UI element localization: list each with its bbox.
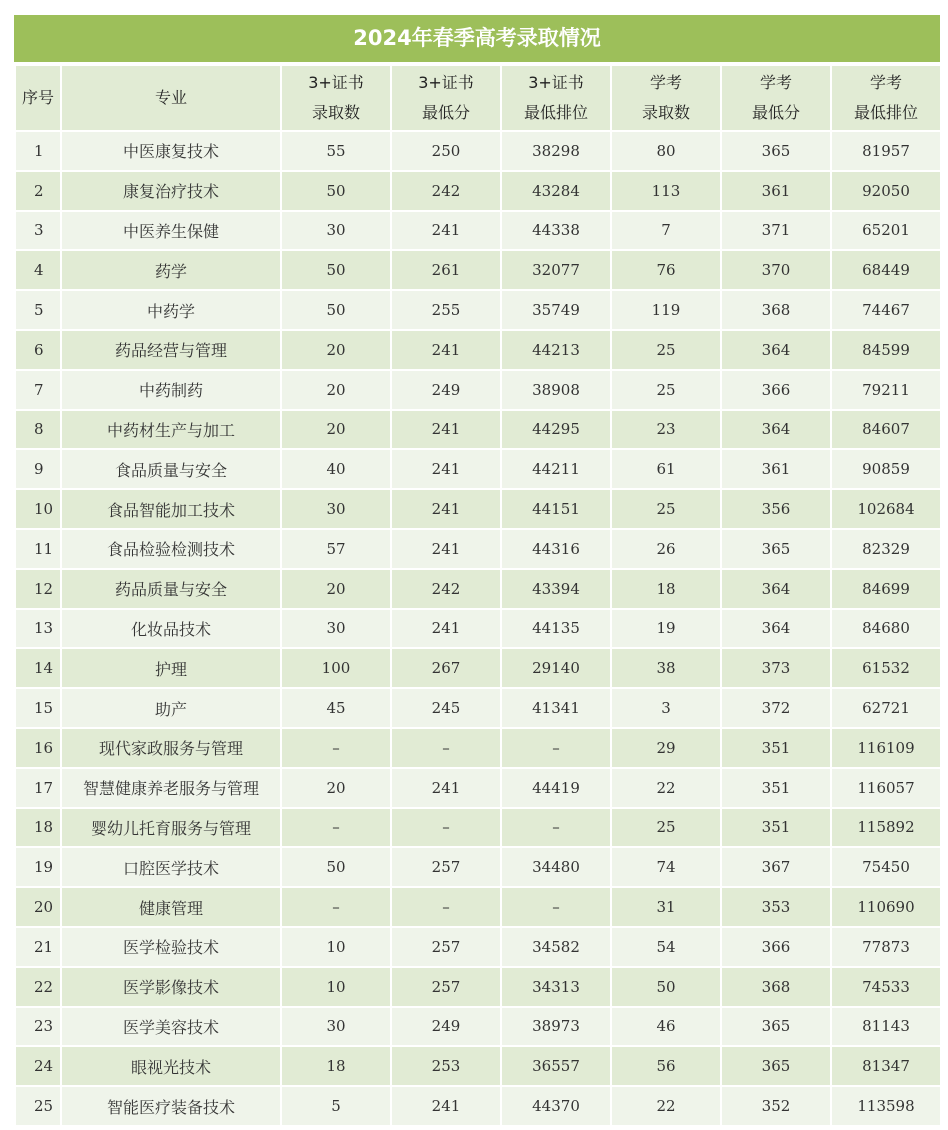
cert-min-rank-cell: 29140 — [501, 648, 611, 688]
xk-min-score-cell: 368 — [721, 290, 831, 330]
table-row — [15, 887, 941, 927]
cert-min-rank-cell: 34480 — [501, 847, 611, 887]
xk-admitted-cell: 31 — [611, 887, 721, 927]
index-cell: 1 — [15, 131, 61, 171]
xk-min-rank-cell: 115892 — [831, 808, 941, 848]
major-cell: 康复治疗技术 — [61, 171, 281, 211]
table-title: 2024年春季高考录取情况 — [14, 15, 940, 64]
cert-admitted-cell: 50 — [281, 250, 391, 290]
cert-admitted-cell: 20 — [281, 569, 391, 609]
cert-admitted-cell: 50 — [281, 171, 391, 211]
header-major: 专业 — [61, 65, 281, 131]
cert-min-score-cell: 241 — [391, 1086, 501, 1126]
table-row — [15, 927, 941, 967]
cert-admitted-cell: 20 — [281, 330, 391, 370]
xk-min-rank-cell: 62721 — [831, 688, 941, 728]
table-row — [15, 1086, 941, 1126]
cert-min-rank-cell: – — [501, 808, 611, 848]
major-cell: 药品经营与管理 — [61, 330, 281, 370]
xk-min-rank-cell: 68449 — [831, 250, 941, 290]
cert-min-rank-cell: – — [501, 887, 611, 927]
xk-min-rank-cell: 81347 — [831, 1046, 941, 1086]
major-cell: 中医康复技术 — [61, 131, 281, 171]
major-cell: 健康管理 — [61, 887, 281, 927]
major-cell: 中药材生产与加工 — [61, 410, 281, 450]
xk-admitted-cell: 26 — [611, 529, 721, 569]
table-body — [15, 131, 941, 1126]
cert-min-score-cell: 241 — [391, 529, 501, 569]
xk-min-score-cell: 366 — [721, 927, 831, 967]
table-row — [15, 211, 941, 251]
index-cell: 16 — [15, 728, 61, 768]
major-cell: 药学 — [61, 250, 281, 290]
table-row — [15, 648, 941, 688]
major-cell: 医学美容技术 — [61, 1007, 281, 1047]
cert-admitted-cell: – — [281, 887, 391, 927]
cert-min-rank-cell: 43394 — [501, 569, 611, 609]
cert-admitted-cell: 30 — [281, 1007, 391, 1047]
index-cell: 19 — [15, 847, 61, 887]
header-xk-admitted: 学考 录取数 — [611, 65, 721, 131]
xk-min-rank-cell: 84607 — [831, 410, 941, 450]
cert-min-score-cell: 245 — [391, 688, 501, 728]
cert-min-rank-cell: 44213 — [501, 330, 611, 370]
xk-admitted-cell: 38 — [611, 648, 721, 688]
xk-min-rank-cell: 81143 — [831, 1007, 941, 1047]
cert-min-score-cell: 257 — [391, 967, 501, 1007]
xk-min-score-cell: 373 — [721, 648, 831, 688]
admission-table — [14, 64, 942, 1127]
index-cell: 25 — [15, 1086, 61, 1126]
cert-min-rank-cell: 41341 — [501, 688, 611, 728]
table-row — [15, 290, 941, 330]
table-row — [15, 330, 941, 370]
table-row — [15, 131, 941, 171]
cert-admitted-cell: 30 — [281, 211, 391, 251]
index-cell: 7 — [15, 370, 61, 410]
xk-admitted-cell: 25 — [611, 808, 721, 848]
cert-admitted-cell: 18 — [281, 1046, 391, 1086]
cert-min-score-cell: 249 — [391, 1007, 501, 1047]
index-cell: 9 — [15, 449, 61, 489]
xk-min-score-cell: 361 — [721, 171, 831, 211]
header-cert-min-score: 3+证书 最低分 — [391, 65, 501, 131]
cert-admitted-cell: 100 — [281, 648, 391, 688]
index-cell: 13 — [15, 609, 61, 649]
index-cell: 12 — [15, 569, 61, 609]
xk-min-rank-cell: 110690 — [831, 887, 941, 927]
cert-admitted-cell: 20 — [281, 410, 391, 450]
cert-min-score-cell: 242 — [391, 569, 501, 609]
major-cell: 医学影像技术 — [61, 967, 281, 1007]
major-cell: 食品智能加工技术 — [61, 489, 281, 529]
cert-min-score-cell: 241 — [391, 489, 501, 529]
xk-admitted-cell: 25 — [611, 330, 721, 370]
index-cell: 8 — [15, 410, 61, 450]
cert-admitted-cell: 40 — [281, 449, 391, 489]
cert-min-score-cell: 253 — [391, 1046, 501, 1086]
cert-min-rank-cell: 44135 — [501, 609, 611, 649]
xk-min-rank-cell: 61532 — [831, 648, 941, 688]
cert-admitted-cell: 30 — [281, 489, 391, 529]
table-row — [15, 728, 941, 768]
xk-min-score-cell: 364 — [721, 569, 831, 609]
xk-admitted-cell: 19 — [611, 609, 721, 649]
xk-admitted-cell: 119 — [611, 290, 721, 330]
cert-admitted-cell: 10 — [281, 967, 391, 1007]
cert-min-score-cell: – — [391, 887, 501, 927]
index-cell: 5 — [15, 290, 61, 330]
index-cell: 17 — [15, 768, 61, 808]
major-cell: 食品质量与安全 — [61, 449, 281, 489]
cert-min-rank-cell: 44338 — [501, 211, 611, 251]
header-index: 序号 — [15, 65, 61, 131]
xk-admitted-cell: 76 — [611, 250, 721, 290]
table-row — [15, 1046, 941, 1086]
table-row — [15, 489, 941, 529]
index-cell: 24 — [15, 1046, 61, 1086]
cert-admitted-cell: – — [281, 808, 391, 848]
cert-admitted-cell: 10 — [281, 927, 391, 967]
table-row — [15, 967, 941, 1007]
cert-min-score-cell: 241 — [391, 768, 501, 808]
cert-min-score-cell: 257 — [391, 927, 501, 967]
cert-min-score-cell: 261 — [391, 250, 501, 290]
xk-min-score-cell: 372 — [721, 688, 831, 728]
cert-min-rank-cell: 38298 — [501, 131, 611, 171]
xk-min-score-cell: 370 — [721, 250, 831, 290]
xk-admitted-cell: 46 — [611, 1007, 721, 1047]
cert-admitted-cell: 20 — [281, 370, 391, 410]
table-row — [15, 410, 941, 450]
index-cell: 15 — [15, 688, 61, 728]
index-cell: 20 — [15, 887, 61, 927]
major-cell: 助产 — [61, 688, 281, 728]
xk-min-score-cell: 351 — [721, 728, 831, 768]
xk-min-score-cell: 366 — [721, 370, 831, 410]
major-cell: 药品质量与安全 — [61, 569, 281, 609]
major-cell: 婴幼儿托育服务与管理 — [61, 808, 281, 848]
xk-admitted-cell: 7 — [611, 211, 721, 251]
xk-min-rank-cell: 74533 — [831, 967, 941, 1007]
major-cell: 医学检验技术 — [61, 927, 281, 967]
major-cell: 中药制药 — [61, 370, 281, 410]
cert-min-score-cell: 255 — [391, 290, 501, 330]
cert-min-score-cell: 241 — [391, 449, 501, 489]
xk-admitted-cell: 29 — [611, 728, 721, 768]
cert-min-score-cell: 250 — [391, 131, 501, 171]
index-cell: 21 — [15, 927, 61, 967]
xk-min-score-cell: 356 — [721, 489, 831, 529]
xk-min-score-cell: 352 — [721, 1086, 831, 1126]
xk-min-score-cell: 365 — [721, 1007, 831, 1047]
major-cell: 化妆品技术 — [61, 609, 281, 649]
xk-admitted-cell: 22 — [611, 768, 721, 808]
cert-min-score-cell: 241 — [391, 211, 501, 251]
cert-min-score-cell: 257 — [391, 847, 501, 887]
xk-min-score-cell: 364 — [721, 330, 831, 370]
table-row — [15, 171, 941, 211]
cert-admitted-cell: 57 — [281, 529, 391, 569]
cert-min-rank-cell: 38908 — [501, 370, 611, 410]
cert-min-rank-cell: 44295 — [501, 410, 611, 450]
cert-min-score-cell: 241 — [391, 609, 501, 649]
cert-min-rank-cell: 32077 — [501, 250, 611, 290]
xk-admitted-cell: 74 — [611, 847, 721, 887]
xk-min-score-cell: 361 — [721, 449, 831, 489]
cert-min-rank-cell: 44211 — [501, 449, 611, 489]
header-cert-min-rank: 3+证书 最低排位 — [501, 65, 611, 131]
xk-admitted-cell: 56 — [611, 1046, 721, 1086]
xk-min-rank-cell: 74467 — [831, 290, 941, 330]
cert-min-rank-cell: 44370 — [501, 1086, 611, 1126]
index-cell: 11 — [15, 529, 61, 569]
xk-min-score-cell: 367 — [721, 847, 831, 887]
xk-admitted-cell: 22 — [611, 1086, 721, 1126]
xk-min-rank-cell: 116109 — [831, 728, 941, 768]
xk-admitted-cell: 18 — [611, 569, 721, 609]
table-row — [15, 569, 941, 609]
xk-min-rank-cell: 90859 — [831, 449, 941, 489]
index-cell: 4 — [15, 250, 61, 290]
cert-min-rank-cell: 34582 — [501, 927, 611, 967]
xk-min-score-cell: 364 — [721, 609, 831, 649]
cert-admitted-cell: 50 — [281, 847, 391, 887]
index-cell: 2 — [15, 171, 61, 211]
table-row — [15, 449, 941, 489]
xk-admitted-cell: 80 — [611, 131, 721, 171]
cert-min-rank-cell: – — [501, 728, 611, 768]
cert-min-rank-cell: 35749 — [501, 290, 611, 330]
index-cell: 10 — [15, 489, 61, 529]
header-xk-min-score: 学考 最低分 — [721, 65, 831, 131]
xk-admitted-cell: 50 — [611, 967, 721, 1007]
xk-min-rank-cell: 116057 — [831, 768, 941, 808]
cert-min-rank-cell: 44151 — [501, 489, 611, 529]
major-cell: 中药学 — [61, 290, 281, 330]
index-cell: 22 — [15, 967, 61, 1007]
cert-min-score-cell: – — [391, 728, 501, 768]
index-cell: 3 — [15, 211, 61, 251]
major-cell: 口腔医学技术 — [61, 847, 281, 887]
cert-admitted-cell: 5 — [281, 1086, 391, 1126]
cert-admitted-cell: 20 — [281, 768, 391, 808]
major-cell: 现代家政服务与管理 — [61, 728, 281, 768]
header-xk-min-rank: 学考 最低排位 — [831, 65, 941, 131]
major-cell: 智能医疗装备技术 — [61, 1086, 281, 1126]
admission-table-container — [14, 15, 940, 1127]
cert-admitted-cell: 30 — [281, 609, 391, 649]
xk-min-score-cell: 365 — [721, 529, 831, 569]
xk-min-rank-cell: 102684 — [831, 489, 941, 529]
xk-min-rank-cell: 84599 — [831, 330, 941, 370]
cert-min-score-cell: 241 — [391, 410, 501, 450]
cert-admitted-cell: – — [281, 728, 391, 768]
cert-admitted-cell: 45 — [281, 688, 391, 728]
xk-min-rank-cell: 79211 — [831, 370, 941, 410]
index-cell: 14 — [15, 648, 61, 688]
table-row — [15, 609, 941, 649]
xk-min-rank-cell: 65201 — [831, 211, 941, 251]
table-row — [15, 1007, 941, 1047]
cert-admitted-cell: 50 — [281, 290, 391, 330]
table-row — [15, 529, 941, 569]
xk-min-rank-cell: 84699 — [831, 569, 941, 609]
xk-min-score-cell: 371 — [721, 211, 831, 251]
xk-min-rank-cell: 77873 — [831, 927, 941, 967]
index-cell: 6 — [15, 330, 61, 370]
major-cell: 中医养生保健 — [61, 211, 281, 251]
cert-min-rank-cell: 38973 — [501, 1007, 611, 1047]
xk-admitted-cell: 113 — [611, 171, 721, 211]
cert-min-score-cell: – — [391, 808, 501, 848]
cert-min-score-cell: 267 — [391, 648, 501, 688]
cert-min-rank-cell: 44419 — [501, 768, 611, 808]
cert-min-rank-cell: 36557 — [501, 1046, 611, 1086]
xk-min-rank-cell: 92050 — [831, 171, 941, 211]
major-cell: 智慧健康养老服务与管理 — [61, 768, 281, 808]
xk-admitted-cell: 23 — [611, 410, 721, 450]
table-row — [15, 688, 941, 728]
header-row — [15, 65, 941, 131]
xk-min-score-cell: 351 — [721, 808, 831, 848]
cert-min-score-cell: 249 — [391, 370, 501, 410]
major-cell: 护理 — [61, 648, 281, 688]
table-row — [15, 370, 941, 410]
table-row — [15, 250, 941, 290]
cert-min-rank-cell: 44316 — [501, 529, 611, 569]
xk-min-rank-cell: 75450 — [831, 847, 941, 887]
xk-min-score-cell: 351 — [721, 768, 831, 808]
xk-admitted-cell: 61 — [611, 449, 721, 489]
index-cell: 18 — [15, 808, 61, 848]
cert-min-rank-cell: 43284 — [501, 171, 611, 211]
cert-admitted-cell: 55 — [281, 131, 391, 171]
xk-min-rank-cell: 84680 — [831, 609, 941, 649]
header-cert-admitted: 3+证书 录取数 — [281, 65, 391, 131]
xk-min-score-cell: 364 — [721, 410, 831, 450]
cert-min-score-cell: 241 — [391, 330, 501, 370]
cert-min-rank-cell: 34313 — [501, 967, 611, 1007]
xk-min-score-cell: 368 — [721, 967, 831, 1007]
table-header — [15, 65, 941, 131]
major-cell: 眼视光技术 — [61, 1046, 281, 1086]
xk-min-score-cell: 365 — [721, 131, 831, 171]
xk-admitted-cell: 25 — [611, 370, 721, 410]
table-row — [15, 847, 941, 887]
xk-admitted-cell: 3 — [611, 688, 721, 728]
xk-min-rank-cell: 82329 — [831, 529, 941, 569]
index-cell: 23 — [15, 1007, 61, 1047]
xk-min-rank-cell: 113598 — [831, 1086, 941, 1126]
xk-min-score-cell: 353 — [721, 887, 831, 927]
xk-admitted-cell: 25 — [611, 489, 721, 529]
xk-admitted-cell: 54 — [611, 927, 721, 967]
table-row — [15, 808, 941, 848]
table-row — [15, 768, 941, 808]
xk-min-score-cell: 365 — [721, 1046, 831, 1086]
xk-min-rank-cell: 81957 — [831, 131, 941, 171]
cert-min-score-cell: 242 — [391, 171, 501, 211]
major-cell: 食品检验检测技术 — [61, 529, 281, 569]
